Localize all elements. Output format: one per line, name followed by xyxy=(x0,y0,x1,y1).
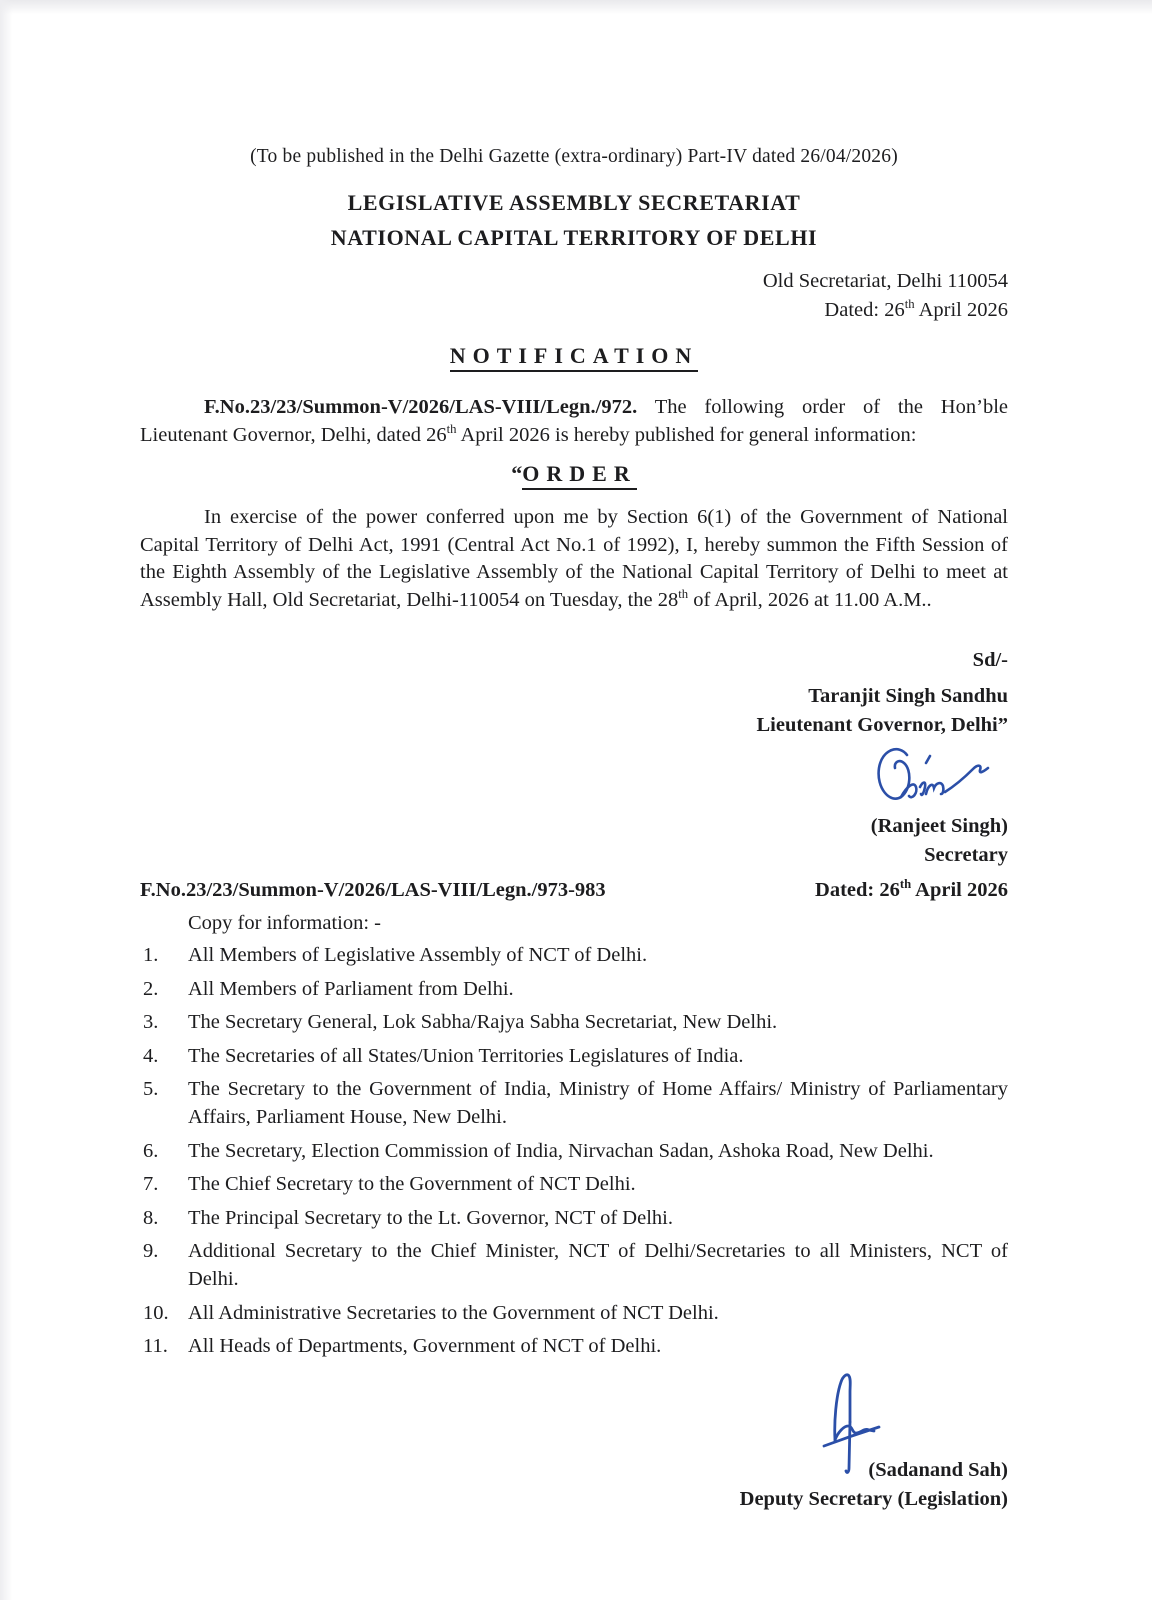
sd-line: Sd/- xyxy=(972,649,1008,671)
copy-item-number: 8. xyxy=(143,1206,159,1229)
file-number-972: F.No.23/23/Summon-V/2026/LAS-VIII/Legn./972. xyxy=(204,396,638,418)
copy-for-information-heading: Copy for information: - xyxy=(188,912,382,934)
file-number-973-983: F.No.23/23/Summon-V/2026/LAS-VIII/Legn./973-983 xyxy=(140,879,606,901)
lg-signature-block xyxy=(140,646,1008,740)
ordinal-suffix: th xyxy=(446,421,457,436)
second-reference-row xyxy=(140,879,1008,902)
header-dated-line: Dated: 26th April 2026 xyxy=(824,297,1008,321)
copy-item-text: The Secretary General, Lok Sabha/Rajya Sabha Secretariat, New Delhi. xyxy=(188,1011,778,1033)
order-open-quote: “ xyxy=(511,461,523,486)
secretary-signature-wrap xyxy=(140,742,1002,812)
copy-item-number: 2. xyxy=(143,977,159,1000)
copy-item-text: The Secretaries of all States/Union Territories Legislatures of India. xyxy=(188,1044,744,1067)
copy-item-number: 1. xyxy=(143,944,159,966)
copy-item-number: 11. xyxy=(143,1335,168,1357)
deputy-secretary-title: Deputy Secretary (Legislation) xyxy=(739,1488,1008,1510)
copy-list-item xyxy=(140,1008,1008,1036)
copy-item-text: All Heads of Departments, Government of NCT of Delhi. xyxy=(188,1335,662,1357)
copy-item-text: The Principal Secretary to the Lt. Governor, NCT of Delhi. xyxy=(188,1206,673,1229)
address-date-block xyxy=(140,267,1008,325)
secretary-signature-ink xyxy=(868,742,1002,810)
org-title-line2: NATIONAL CAPITAL TERRITORY OF DELHI xyxy=(330,225,818,250)
copy-item-text: All Administrative Secretaries to the Government of NCT Delhi. xyxy=(188,1301,719,1324)
ordinal-suffix: th xyxy=(899,877,912,892)
copy-list-item xyxy=(140,1299,1008,1327)
office-address: Old Secretariat, Delhi 110054 xyxy=(762,270,1008,292)
secretary-title: Secretary xyxy=(924,844,1008,866)
org-title-line1: LEGISLATIVE ASSEMBLY SECRETARIAT xyxy=(347,190,801,215)
copy-item-number: 9. xyxy=(143,1240,159,1262)
copy-item-number: 6. xyxy=(143,1139,159,1162)
copy-item-number: 4. xyxy=(143,1044,159,1067)
copy-item-number: 7. xyxy=(143,1173,159,1195)
copy-item-text: The Secretary, Election Commission of India, Nirvachan Sadan, Ashoka Road, New Delhi. xyxy=(188,1139,934,1162)
copy-distribution-list xyxy=(140,941,1008,1360)
order-heading-wrap xyxy=(140,461,1008,490)
order-heading: ORDER xyxy=(522,461,636,490)
copy-list-item xyxy=(140,1332,1008,1360)
notification-heading-wrap xyxy=(140,343,1008,372)
deputy-secretary-name: (Sadanand Sah) xyxy=(868,1459,1008,1481)
notification-heading: NOTIFICATION xyxy=(450,343,699,372)
lg-title: Lieutenant Governor, Delhi” xyxy=(756,714,1008,736)
order-paragraph: In exercise of the power conferred upon me by Section 6(1) of the Government of National Capital Territory of Delhi Act, 1991 (Central Act No.1 of 1992), I, hereby summon the Fifth Session of the Eighth Assembly of the Legislative Assembly of the National Capital Territory of Delhi to meet at Assembly Hall, Old Secretariat, Delhi-110054 on Tuesday, the 28th of April, 2026 at 11.00 A.M.. xyxy=(140,506,1008,611)
copy-item-number: 5. xyxy=(143,1078,159,1100)
second-dated-line: Dated: 26th April 2026 xyxy=(815,877,1008,901)
copy-list-item xyxy=(140,1204,1008,1232)
gazette-publication-line: (To be published in the Delhi Gazette (extra-ordinary) Part-IV dated 26/04/2026) xyxy=(250,146,898,167)
copy-item-text: All Members of Legislative Assembly of NCT of Delhi. xyxy=(188,944,648,966)
secretary-attestation-block xyxy=(140,812,1008,870)
copy-list-item xyxy=(140,1237,1008,1293)
copy-item-number: 3. xyxy=(143,1011,159,1033)
copy-list-item xyxy=(140,1042,1008,1070)
ordinal-suffix: th xyxy=(904,297,915,312)
secretary-name: (Ranjeet Singh) xyxy=(870,815,1008,837)
deputy-secretary-signature-wrap xyxy=(140,1370,882,1454)
copy-item-text: Additional Secretary to the Chief Minister, NCT of Delhi/Secretaries to all Ministers, NCT of Delhi. xyxy=(188,1240,1008,1290)
copy-list-item xyxy=(140,1075,1008,1131)
copy-item-text: The Secretary to the Government of India, Ministry of Home Affairs/ Ministry of Parliamentary Affairs, Parliament House, New Delhi. xyxy=(188,1078,1008,1128)
copy-item-number: 10. xyxy=(143,1301,169,1324)
copy-item-text: All Members of Parliament from Delhi. xyxy=(188,977,514,1000)
deputy-secretary-block xyxy=(140,1456,1008,1514)
copy-list-item xyxy=(140,941,1008,969)
copy-list-item xyxy=(140,975,1008,1003)
notification-paragraph: F.No.23/23/Summon-V/2026/LAS-VIII/Legn./972. The following order of the Hon’ble Lieutenant Governor, Delhi, dated 26th April 2026 is hereby published for general information: xyxy=(140,396,1008,446)
lg-name: Taranjit Singh Sandhu xyxy=(808,685,1008,707)
copy-list-item xyxy=(140,1170,1008,1198)
copy-list-item xyxy=(140,1137,1008,1165)
copy-item-text: The Chief Secretary to the Government of NCT Delhi. xyxy=(188,1173,636,1195)
ordinal-suffix: th xyxy=(678,586,689,601)
